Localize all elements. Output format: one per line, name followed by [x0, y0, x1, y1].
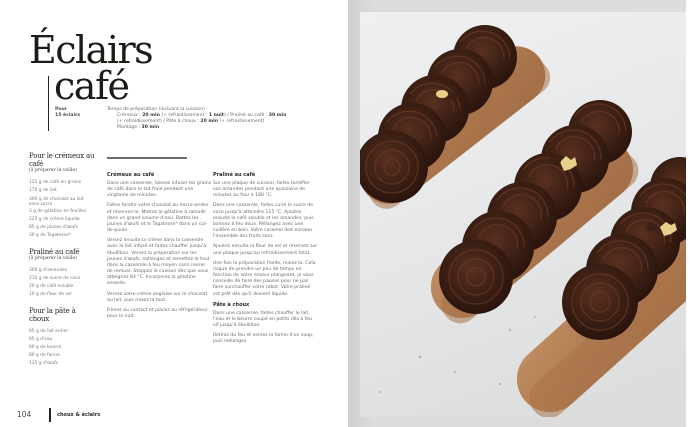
prep-text: ) / Praliné au café :	[223, 113, 269, 118]
step-paragraph: Dans une casserole, faites chauffer le lait, l'eau et le beurre coupé en petits dés à feu vif jusqu'à ébullition.	[213, 310, 313, 328]
ingredient-item: 60 g de beurre	[29, 345, 62, 350]
step-section-title: Praliné au café	[213, 172, 256, 178]
step-section-cremeux	[107, 172, 212, 320]
prep-value: 30 min	[268, 113, 287, 118]
title-vertical-rule	[48, 76, 49, 131]
page-number: 104	[17, 410, 32, 419]
prep-value: 20 min	[142, 113, 160, 118]
prep-text: Montage :	[117, 125, 142, 130]
ingredient-item: 80 g de farine	[29, 353, 60, 358]
ingredient-item: 85 g de jaunes d'œufs	[29, 225, 79, 230]
prep-text: Crémeux :	[117, 113, 143, 118]
section-divider	[107, 157, 187, 159]
yield-info	[55, 107, 80, 119]
page-edge	[686, 0, 700, 427]
ingredient-group-cremeux	[29, 152, 95, 240]
ingredient-item: 300 g de chocolat au lait sans sucre	[29, 196, 84, 207]
ingredient-item: 20 g de café soluble	[29, 284, 74, 289]
yield-value: 15 éclairs	[55, 113, 81, 118]
step-paragraph: Dans une casserole, faites cuire le sucre de coco jusqu'à atteindre 115 °C. Ajoutez ensuite le café soluble et les amandes, puis baissez à feu doux. Mélangez avec une cuillère en bois. Votre caramel doit enrober l'ensemble des fruits secs.	[213, 203, 314, 240]
ingredient-group-title: Praliné au café	[29, 248, 80, 256]
eclairs-photo	[360, 12, 686, 417]
left-page	[0, 0, 348, 427]
ingredient-item: 210 g de sucre de coco	[29, 276, 81, 281]
ingredient-item: 125 g de café en grains	[29, 180, 82, 185]
step-paragraph: Ajoutez ensuite la fleur de sel et réservez sur une plaque jusqu'au refroidissement total.	[213, 244, 318, 256]
ingredient-item: 170 g de lait	[29, 188, 57, 193]
step-section-choux	[213, 302, 318, 346]
ingredient-item: 65 g d'eau	[29, 337, 53, 342]
footer-rule	[49, 408, 51, 422]
step-section-praline	[213, 172, 318, 298]
prep-value: 1 nuit	[208, 113, 224, 118]
ingredients-sidebar	[29, 152, 95, 376]
prep-text: (+ refroidissement) / Pâte à choux :	[117, 119, 201, 124]
prep-text: (+ refroidissement :	[159, 113, 209, 118]
ingredient-item: 30 g de Tagatesse*	[29, 233, 72, 238]
steps-column-1	[107, 172, 212, 324]
ingredient-item: 65 g de lait entier	[29, 329, 69, 334]
prep-value: 30 min	[141, 125, 160, 130]
prep-time-info	[107, 107, 322, 131]
ingredient-item: 10 g de fleur de sel	[29, 292, 72, 297]
title-line-1: Éclairs	[29, 28, 153, 72]
ingredient-list	[29, 328, 95, 368]
ingredient-group-praline	[29, 248, 95, 299]
ingredient-item: 3 g de gélatine en feuilles	[29, 209, 87, 214]
yield-label: Pour	[55, 107, 68, 112]
step-paragraph: Dans une casserole, laissez infuser les grains de café dans le lait froid pendant une vingtaine de minutes.	[107, 181, 212, 199]
prep-time-heading: Temps de préparation (incluant la cuisson) :	[107, 107, 208, 112]
ingredient-group-title: Pour la pâte à choux	[29, 307, 76, 323]
ingredient-group-choux	[29, 307, 95, 368]
ingredient-group-subtitle: (à préparer la veille)	[29, 168, 77, 173]
prep-text: (+ refroidissement)	[218, 119, 265, 124]
ingredient-item: 135 g d'œufs	[29, 361, 59, 366]
step-paragraph: Une fois la préparation froide, mixez-la. Cela risque de prendre un peu de temps en fonction de votre mixeur plongeant, je vous conseille de faire des pauses pour ne pas faire surchauffer votre robot. Votre praliné est prêt dès qu'il devient liquide.	[213, 260, 316, 297]
step-section-title: Crémeux au café	[107, 172, 155, 178]
ingredient-list	[29, 267, 95, 299]
prep-time-line-3	[107, 125, 322, 131]
step-paragraph: Filmez au contact et placez au réfrigérateur pour la nuit.	[107, 307, 208, 319]
step-section-title: Pâte à choux	[213, 301, 250, 308]
step-paragraph: Retirez du feu et versez la farine d'un coup, puis mélangez	[213, 333, 314, 345]
steps-column-2	[213, 172, 318, 349]
ingredient-list	[29, 179, 95, 240]
right-page	[348, 0, 686, 427]
ingredient-group-title: Pour le crémeux au café	[29, 152, 95, 168]
title-line-2: café	[54, 64, 129, 108]
step-paragraph: Sur une plaque de cuisson, faites torréfier vos amandes pendant une quinzaine de minutes au four à 180 °C.	[213, 181, 310, 199]
step-paragraph: Versez votre crème anglaise sur le chocolat au lait, puis mixez le tout.	[107, 291, 208, 303]
ingredient-item: 225 g de crème liquide	[29, 217, 80, 222]
footer-section-title: choux & éclairs	[57, 412, 101, 418]
eclairs-illustration	[360, 12, 686, 417]
prep-value: 20 min	[200, 119, 218, 124]
ingredient-item: 300 g d'amandes	[29, 268, 68, 273]
step-paragraph: Faites fondre votre chocolat au micro-ondes et réservez-le. Mettez la gélatine à ramollir dans un grand volume d'eau. Battez les jaunes d'œufs et le Tagatesse* dans un cul-de-poule.	[107, 203, 209, 234]
ingredient-group-subtitle: (à préparer la veille)	[29, 256, 77, 261]
step-paragraph: Versez ensuite la crème dans la casserole avec le lait infusé et faites chauffer jusqu'à ébullition. Versez la préparation sur les jaunes d'œufs, mélangez et remettez le tout dans la casserole à feu moyen sans cesser de remuer. Stoppez la cuisson dès que vous atteignez 84 °C. Incorporez la gélatine essorée.	[107, 238, 210, 287]
